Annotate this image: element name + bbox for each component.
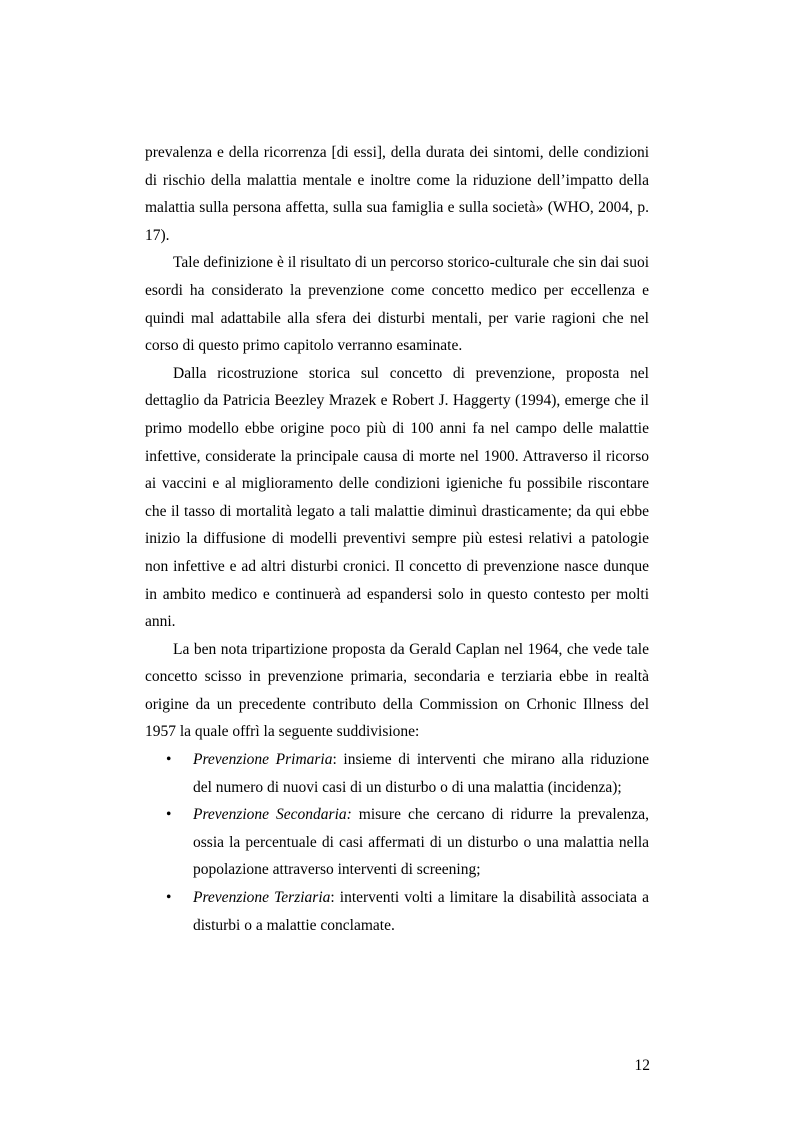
- list-item-text: : interventi volti a limitare la disabilità associata a disturbi o a malattie conclamate.: [193, 889, 649, 934]
- list-item-text: : insieme di interventi che mirano alla riduzione del numero di nuovi casi di un disturbo o di una malattia (incidenza);: [193, 751, 649, 796]
- paragraph-continuation: prevalenza e della ricorrenza [di essi], della durata dei sintomi, delle condizioni di rischio della malattia mentale e inoltre come la riduzione dell’impatto della malattia sulla persona affetta, sulla sua famiglia e sulla società» (WHO, 2004, p. 17).: [145, 144, 649, 244]
- list-item: [145, 801, 649, 884]
- page-number: 12: [634, 1057, 650, 1074]
- list-item-text: misure che cercano di ridurre la prevalenza, ossia la percentuale di casi affermati di un disturbo o una malattia nella popolazione attraverso interventi di screening;: [193, 806, 649, 879]
- list-item-term: Prevenzione Primaria: [193, 751, 333, 769]
- list-item: [145, 746, 649, 801]
- paragraph-history: Dalla ricostruzione storica sul concetto di prevenzione, proposta nel dettaglio da Patricia Beezley Mrazek e Robert J. Haggerty (1994), emerge che il primo modello ebbe origine poco più di 100 anni fa nel campo delle malattie infettive, considerate la principale causa di morte nel 1900. Attraverso il ricorso ai vaccini e al miglioramento delle condizioni igieniche fu possibile riscontare che il tasso di mortalità legato a tali malattie diminuì drasticamente; da qui ebbe inizio la diffusione di modelli preventivi sempre più estesi relativi a patologie non infettive e ad altri disturbi cronici. Il concetto di prevenzione nasce dunque in ambito medico e continuerà ad espandersi solo in questo contesto per molti anni.: [145, 364, 649, 631]
- bullet-icon: •: [166, 806, 172, 824]
- bullet-icon: •: [166, 889, 172, 907]
- paragraph-definition: Tale definizione è il risultato di un percorso storico-culturale che sin dai suoi esordi ha considerato la prevenzione come concetto medico per eccellenza e quindi mal adattabile alla sfera dei disturbi mentali, per varie ragioni che nel corso di questo primo capitolo verranno esaminate.: [145, 254, 649, 355]
- list-item: [145, 884, 649, 939]
- paragraph-tripartition: La ben nota tripartizione proposta da Gerald Caplan nel 1964, che vede tale concetto scisso in prevenzione primaria, secondaria e terziaria ebbe in realtà origine da un precedente contributo della Commission on Crhonic Illness del 1957 la quale offrì la seguente suddivisione:: [145, 640, 649, 741]
- body-text: [145, 139, 649, 939]
- list-item-term: Prevenzione Secondaria:: [193, 806, 352, 824]
- prevention-list: [145, 746, 649, 939]
- list-item-term: Prevenzione Terziaria: [193, 889, 331, 907]
- bullet-icon: •: [166, 751, 172, 769]
